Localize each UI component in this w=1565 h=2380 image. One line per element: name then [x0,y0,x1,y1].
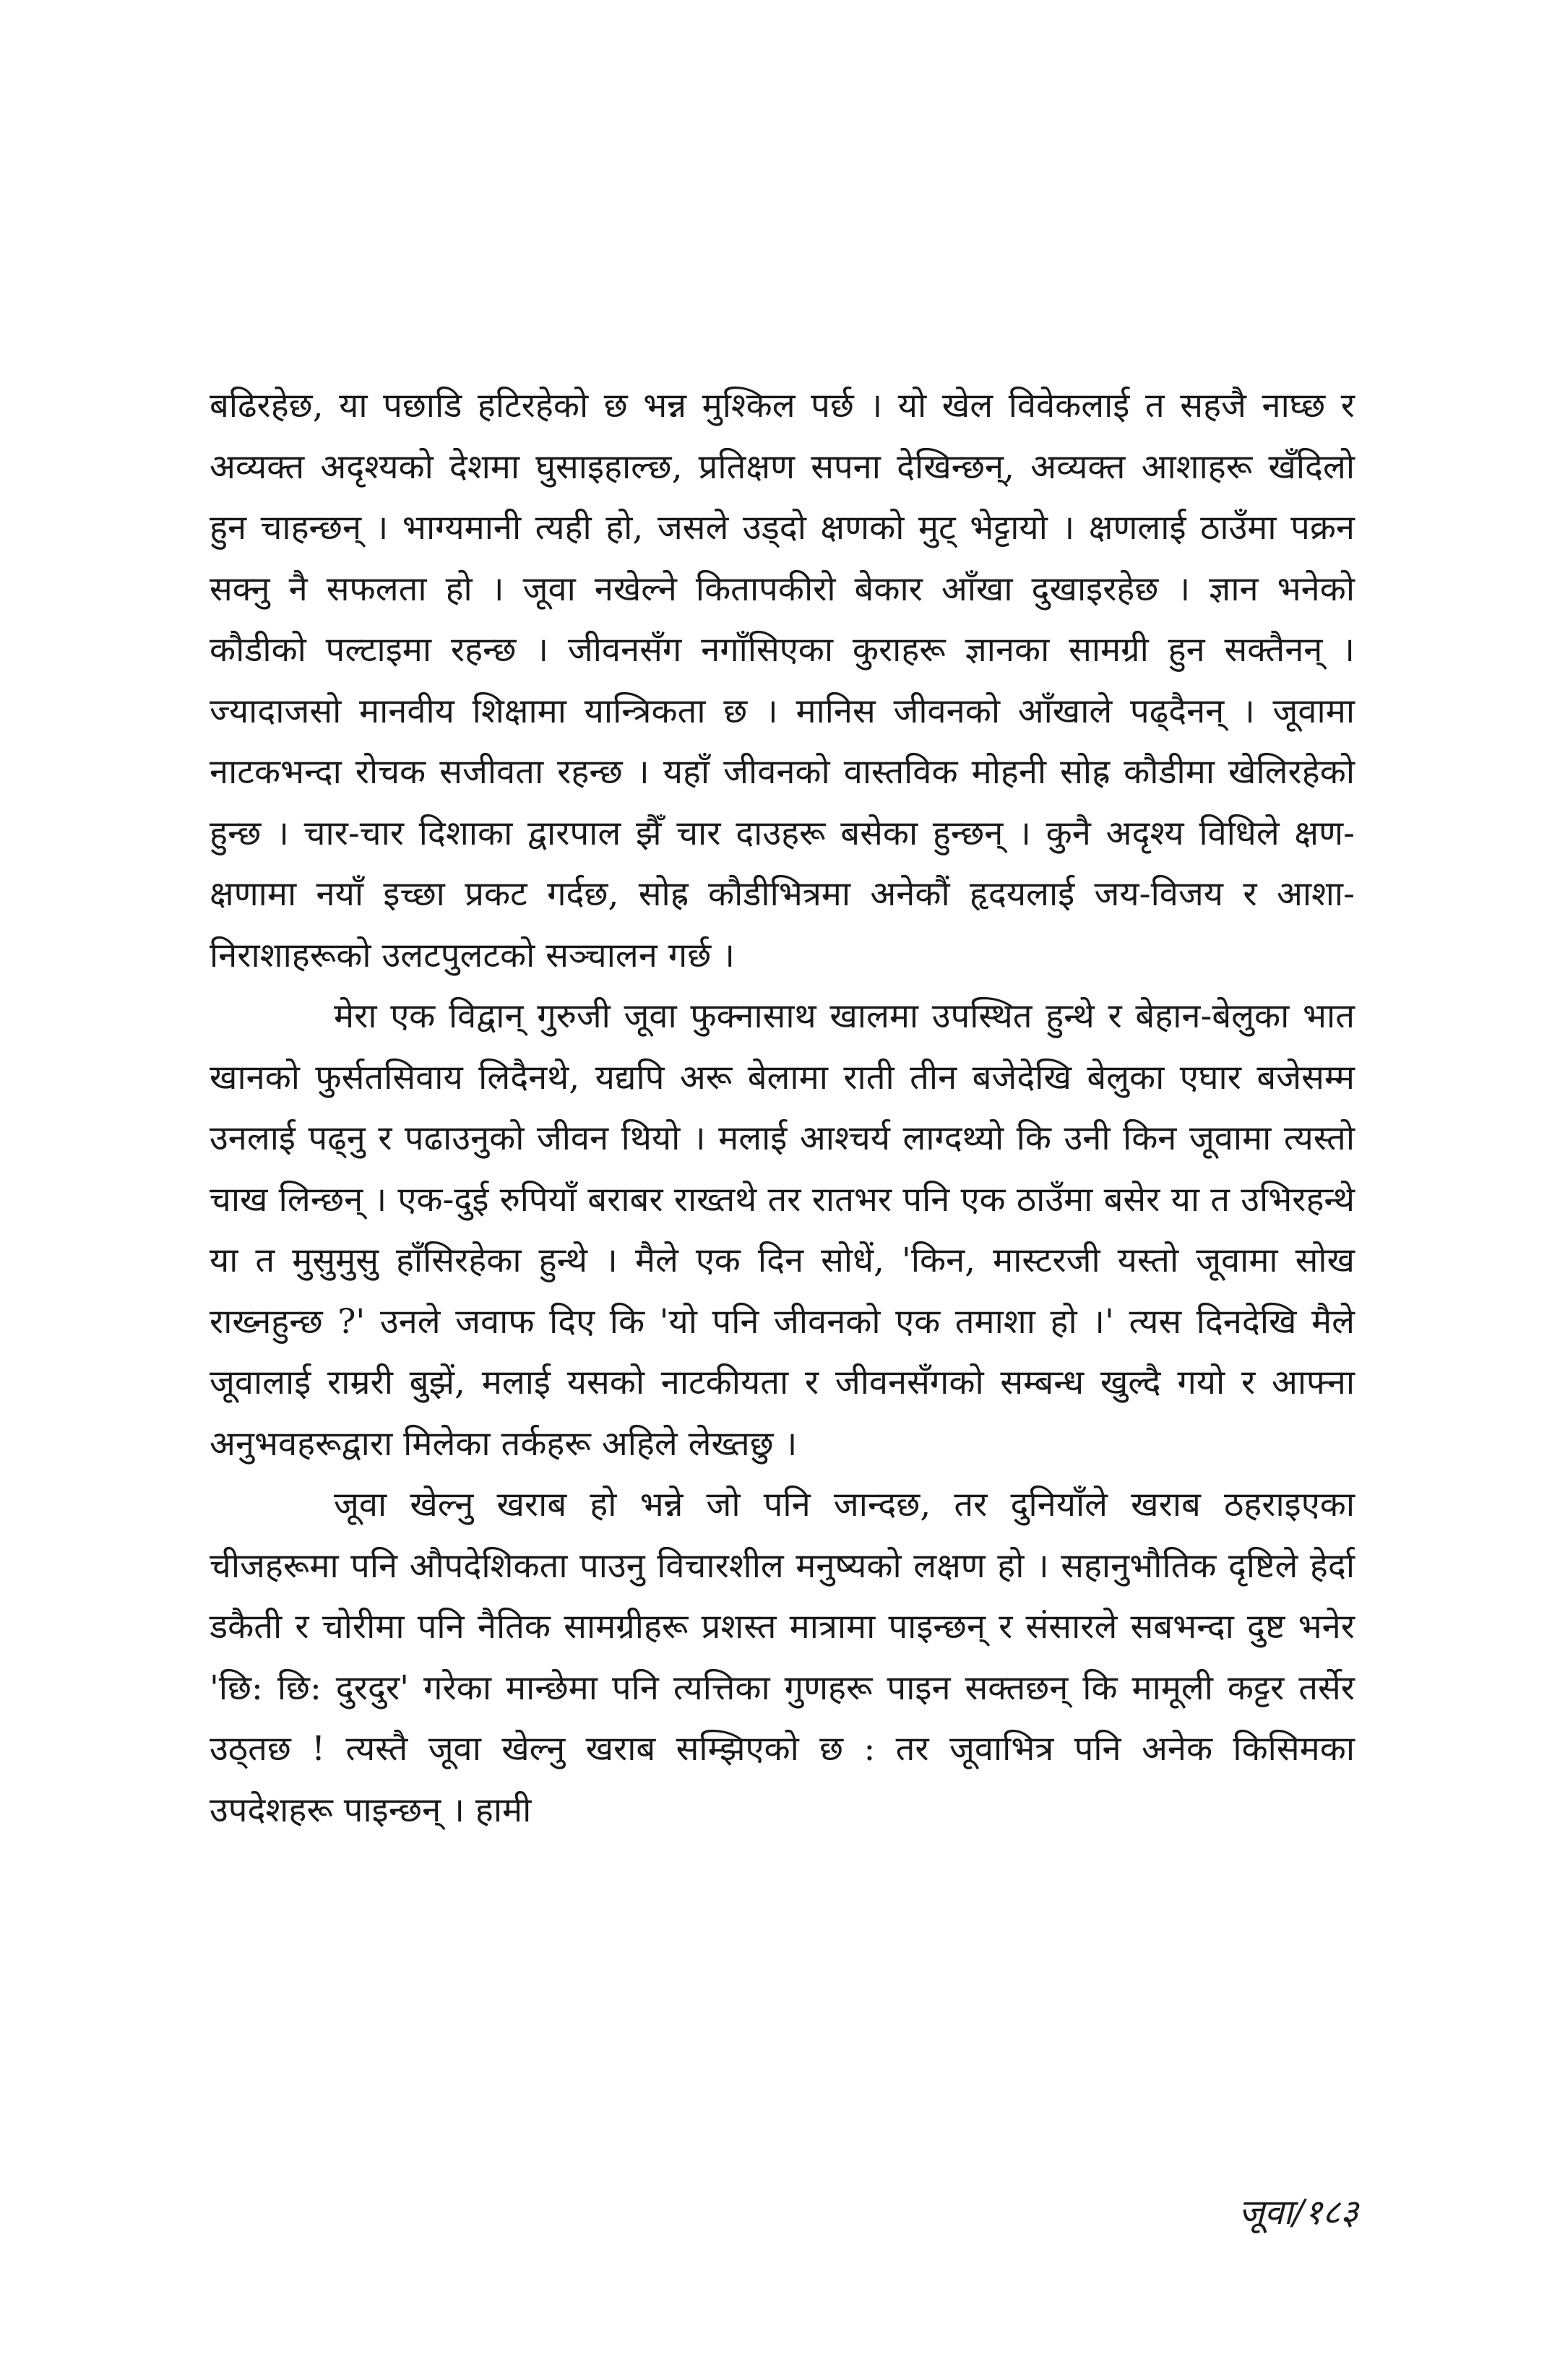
paragraph-1: बढिरहेछ, या पछाडि हटिरहेको छ भन्न मुश्किल पर्छ । यो खेल विवेकलाई त सहजै नाघ्छ र अव्यक्त अदृश्यको देशमा घुसाइहाल्छ, प्रतिक्षण सपना देखिन्छन्, अव्यक्त आशाहरू खँदिलो हुन चाहन्छन् । भाग्यमानी त्यही हो, जसले उड्दो क्षणको मुट् भेट्टायो । क्षणलाई ठाउँमा पक्रन सक्नु नै सफलता हो । जूवा नखेल्ने कितापकीरो बेकार आँखा दुखाइरहेछ । ज्ञान भनेको कौडीको पल्टाइमा रहन्छ । जीवनसँग नगाँसिएका कुराहरू ज्ञानका सामग्री हुन सक्तैनन् । ज्यादाजसो मानवीय शिक्षामा यान्त्रिकता छ । मानिस जीवनको आँखाले पढ्दैनन् । जूवामा नाटकभन्दा रोचक सजीवता रहन्छ । यहाँ जीवनको वास्तविक मोहनी सोह्र कौडीमा खेलिरहेको हुन्छ । चार-चार दिशाका द्वारपाल झैँ चार दाउहरू बसेका हुन्छन् । कुनै अदृश्य विधिले क्षण-क्षणामा नयाँ इच्छा प्रकट गर्दछ, सोह्र कौडीभित्रमा अनेकौं हृदयलाई जय-विजय र आशा-निराशाहरूको उलटपुलटको सञ्चालन गर्छ । [210,386,1355,975]
paragraph-3: जूवा खेल्नु खराब हो भन्ने जो पनि जान्दछ, तर दुनियाँले खराब ठहराइएका चीजहरूमा पनि औपदेशिकता पाउनु विचारशील मनुष्यको लक्षण हो । सहानुभौतिक दृष्टिले हेर्दा डकैती र चोरीमा पनि नैतिक सामग्रीहरू प्रशस्त मात्रामा पाइन्छन् र संसारले सबभन्दा दुष्ट भनेर 'छि: छि: दुरदुर' गरेका मान्छेमा पनि त्यत्तिका गुणहरू पाइन सक्तछन् कि मामूली कट्टर तर्सेर उठ्तछ ! त्यस्तै जूवा खेल्नु खराब सम्झिएको छ : तर जूवाभित्र पनि अनेक किसिमका उपदेशहरू पाइन्छन् । हामी [210,1485,1355,1830]
page-footer: जूवा/१८३ [1238,2192,1358,2233]
body-text [210,376,1355,1841]
paragraph-2: मेरा एक विद्वान् गुरुजी जूवा फुक्नासाथ खालमा उपस्थित हुन्थे र बेहान-बेलुका भात खानको फुर्सतसिवाय लिदैनथे, यद्यपि अरू बेलामा राती तीन बजेदेखि बेलुका एघार बजेसम्म उनलाई पढ्नु र पढाउनुको जीवन थियो । मलाई आश्चर्य लाग्दथ्यो कि उनी किन जूवामा त्यस्तो चाख लिन्छन् । एक-दुई रुपियाँ बराबर राख्तथे तर रातभर पनि एक ठाउँमा बसेर या त उभिरहन्थे या त मुसुमुसु हाँसिरहेका हुन्थे । मैले एक दिन सोधें, 'किन, मास्टरजी यस्तो जूवामा सोख राख्नहुन्छ ?' उनले जवाफ दिए कि 'यो पनि जीवनको एक तमाशा हो ।' त्यस दिनदेखि मैले जूवालाई राम्ररी बुझें, मलाई यसको नाटकीयता र जीवनसँगको सम्बन्ध खुल्दै गयो र आफ्ना अनुभवहरूद्वारा मिलेका तर्कहरू अहिले लेख्तछु । [210,996,1355,1464]
